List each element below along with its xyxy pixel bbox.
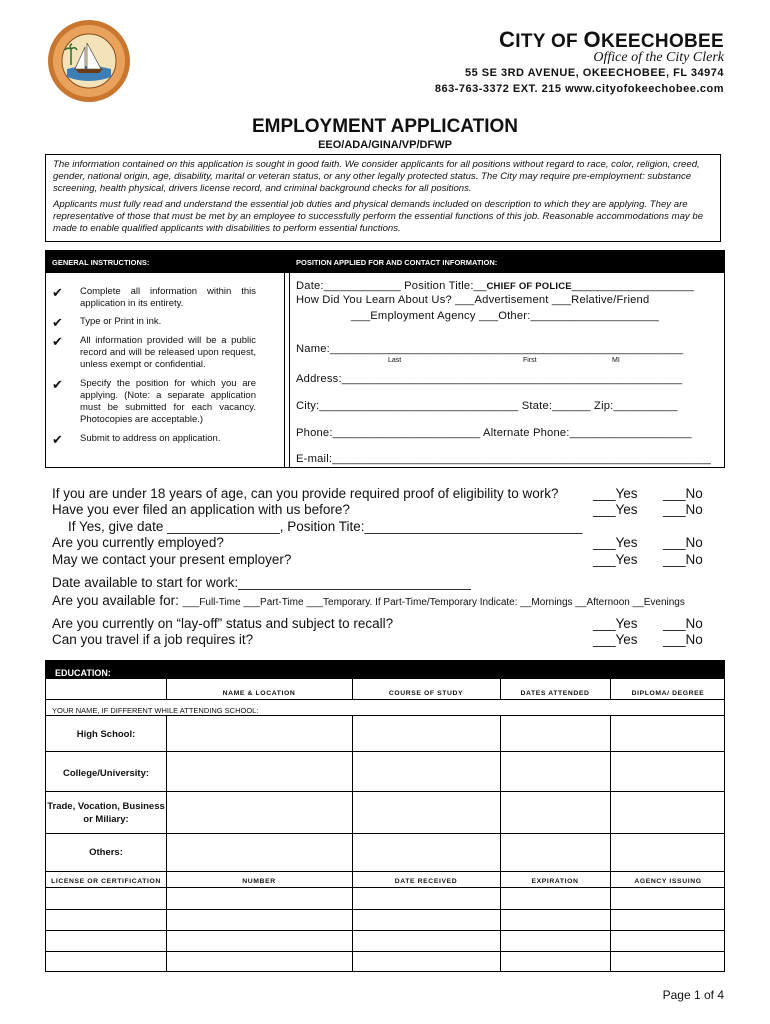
education-header	[46, 661, 724, 679]
phone-field[interactable]: Phone:_______________________ Alternate Phone:___________________	[296, 427, 692, 439]
date-position-field[interactable]: Date:____________ Position Title:__CHIEF OF POLICE___________________	[296, 280, 694, 292]
no-option[interactable]: ___No	[663, 552, 703, 567]
availability-options[interactable]: ___Full-Time ___Part-Time ___Temporary. If Part-Time/Temporary Indicate: __Mornings __Afternoon __Evenings	[182, 597, 685, 608]
no-option[interactable]: ___No	[663, 502, 703, 517]
question-contact-employer: May we contact your present employer?	[52, 552, 292, 567]
instruction-item: Specify the position for which you are applying. (Note: a separate application must be submitted for each vacancy. Photocopies are acceptable.)	[80, 378, 256, 425]
previous-application-field[interactable]: If Yes, give date _______________, Position Tite:_____________________________	[68, 519, 583, 534]
col-course-of-study: COURSE OF STUDY	[388, 690, 464, 697]
check-icon: ✔	[52, 285, 63, 300]
question-layoff-status: Are you currently on “lay-off” status and subject to recall?	[52, 616, 394, 631]
address-field[interactable]: Address:_____________________________________________________	[296, 373, 683, 385]
education-heading: EDUCATION:	[55, 668, 111, 678]
instruction-item: Complete all information within this application in its entirety.	[80, 286, 256, 309]
statement-paragraph-2: Applicants must fully read and understand the essential job duties and physical demands included on description to which they are applying. They are representative of those that must be met by an employee to successfully perform the essential functions of this job. Reasonable accommodations may be made to enable qualified applicants with disabilities to perform essential functions.	[53, 199, 704, 234]
school-name-field[interactable]: YOUR NAME, IF DIFFERENT WHILE ATTENDING SCHOOL:	[52, 706, 259, 715]
check-icon: ✔	[52, 334, 63, 349]
yes-option[interactable]: ___Yes	[593, 632, 638, 647]
general-instructions-heading: GENERAL INSTRUCTIONS:	[52, 258, 150, 267]
row-high-school: High School:	[76, 729, 136, 740]
start-date-field[interactable]: Date available to start for work:_______________________________	[52, 575, 471, 590]
col-dates-attended: DATES ATTENDED	[520, 690, 590, 697]
name-first-label: First	[523, 357, 537, 364]
city-address: 55 SE 3RD AVENUE, OKEECHOBEE, FL 34974	[464, 67, 724, 79]
col-agency-issuing: AGENCY ISSUING	[634, 878, 702, 885]
no-option[interactable]: ___No	[663, 486, 703, 501]
question-minor-eligibility: If you are under 18 years of age, can you provide required proof of eligibility to work?	[52, 486, 559, 501]
city-state-zip-field[interactable]: City:_______________________________ State:______ Zip:__________	[296, 400, 678, 412]
check-icon: ✔	[52, 377, 63, 392]
email-field[interactable]: E-mail:___________________________________________________________	[296, 453, 712, 465]
col-expiration: EXPIRATION	[531, 878, 579, 885]
page-number: Page 1 of 4	[662, 988, 724, 1002]
col-name-location: NAME & LOCATION	[222, 690, 296, 697]
instruction-item: All information provided will be a public record and will be released upon request, unless exempt or confidential.	[80, 335, 256, 370]
referral-source-field[interactable]: How Did You Learn About Us? ___Advertisement ___Relative/Friend	[296, 294, 650, 306]
position-title-value: CHIEF OF POLICE	[486, 281, 572, 292]
row-trade-vocation: Trade, Vocation, Business or Miliary:	[47, 801, 165, 825]
question-travel: Can you travel if a job requires it?	[52, 632, 254, 647]
statement-paragraph-1: The information contained on this application is sought in good faith. We consider applicants for all positions without regard to race, color, religion, creed, gender, national origin, age, disability, marital or veteran status, or any other legally protected status. The City may require pre-employment: substance screening, health physical, drivers license record, and criminal background checks for all positions.	[53, 159, 700, 194]
col-diploma-degree: DIPLOMA/ DEGREE	[631, 690, 705, 697]
city-phone-web: 863-763-3372 EXT. 215 www.cityofokeechobee.com	[434, 83, 724, 95]
referral-source-field-2[interactable]: ___Employment Agency ___Other:____________________	[351, 310, 659, 322]
yes-option[interactable]: ___Yes	[593, 486, 638, 501]
nondiscrimination-statement	[45, 154, 721, 242]
document-subtitle: EEO/ADA/GINA/VP/DFWP	[318, 139, 452, 151]
availability-question: Are you available for: ___Full-Time ___Part-Time ___Temporary. If Part-Time/Temporary Indicate: __Mornings __Afternoon __Evenings	[52, 593, 685, 608]
instruction-item: Submit to address on application.	[80, 433, 221, 444]
check-icon: ✔	[52, 432, 63, 447]
row-college: College/University:	[62, 768, 150, 779]
yes-option[interactable]: ___Yes	[593, 502, 638, 517]
col-number: NUMBER	[242, 878, 276, 885]
col-date-received: DATE RECEIVED	[394, 878, 458, 885]
row-others: Others:	[89, 847, 123, 858]
instructions-header	[46, 251, 724, 273]
question-filed-before: Have you ever filed an application with us before?	[52, 502, 350, 517]
yes-option[interactable]: ___Yes	[593, 535, 638, 550]
name-last-label: Last	[388, 357, 402, 364]
education-table	[45, 660, 725, 972]
no-option[interactable]: ___No	[663, 535, 703, 550]
col-license-cert: LICENSE OR CERTIFICATION	[51, 878, 161, 885]
no-option[interactable]: ___No	[663, 632, 703, 647]
office-name: Office of the City Clerk	[593, 50, 724, 65]
no-option[interactable]: ___No	[663, 616, 703, 631]
city-name: CITY OF OKEECHOBEE	[499, 27, 724, 52]
instructions-section	[45, 250, 725, 468]
position-contact-heading: POSITION APPLIED FOR AND CONTACT INFORMATION:	[296, 258, 498, 267]
city-seal-logo	[47, 19, 131, 103]
name-mi-label: MI	[612, 357, 620, 364]
question-currently-employed: Are you currently employed?	[52, 535, 224, 550]
section-divider	[284, 273, 290, 467]
document-title: EMPLOYMENT APPLICATION	[252, 116, 518, 137]
check-icon: ✔	[52, 315, 63, 330]
yes-option[interactable]: ___Yes	[593, 616, 638, 631]
instruction-item: Type or Print in ink.	[80, 316, 162, 327]
name-field[interactable]: Name:_______________________________________________________	[296, 343, 684, 355]
yes-option[interactable]: ___Yes	[593, 552, 638, 567]
